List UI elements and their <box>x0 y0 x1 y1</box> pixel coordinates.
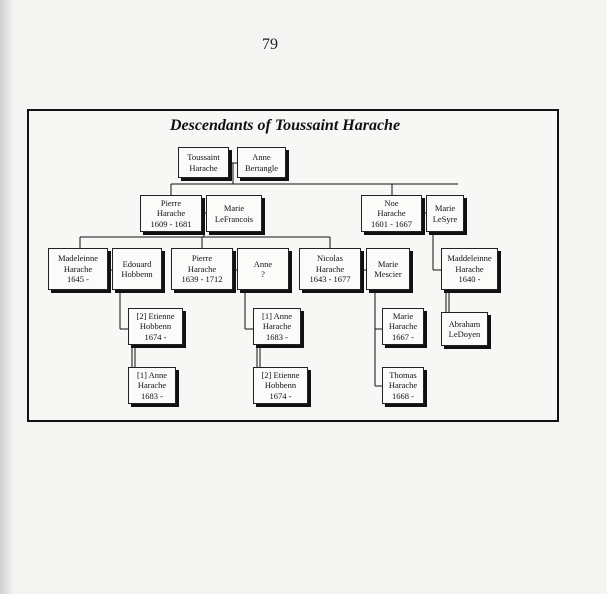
person-noe-harache: Noe Harache 1601 - 1667 <box>361 195 422 232</box>
person-toussaint-harache: Toussaint Harache <box>178 147 229 178</box>
person-anne-bertangle: Anne Bertangle <box>237 147 286 178</box>
person-marie-harache-1667: Marie Harache 1667 - <box>382 308 424 345</box>
person-maddeleinne-harache: Maddeleinne Harache 1640 - <box>441 248 498 290</box>
person-thomas-harache: Thomas Harache 1668 - <box>382 367 424 404</box>
person-edouard-hobbenn: Edouard Hobbenn <box>112 248 162 290</box>
person-pierre-harache-1609: Pierre Harache 1609 - 1681 <box>140 195 202 232</box>
person-etienne-hobbenn-spouse: [2] Etienne Hobbenn 1674 - <box>128 308 183 345</box>
person-etienne-hobbenn-1674: [2] Etienne Hobbenn 1674 - <box>253 367 308 404</box>
person-pierre-harache-1639: Pierre Harache 1639 - 1712 <box>171 248 233 290</box>
person-anne-unknown: Anne ? <box>237 248 289 290</box>
chart-title: Descendants of Toussaint Harache <box>169 117 401 134</box>
person-abraham-ledoyen: Abraham LeDoyen <box>441 312 488 346</box>
person-anne-harache-spouse: [1] Anne Harache 1683 - <box>253 308 301 345</box>
person-marie-lesyre: Marie LeSyre <box>426 195 464 232</box>
person-marie-lefrancois: Marie LeFrancois <box>206 195 262 232</box>
person-anne-harache-1683: [1] Anne Harache 1683 - <box>128 367 176 404</box>
page-number: 79 <box>262 36 278 53</box>
person-madeleinne-harache: Madeleinne Harache 1645 - <box>48 248 108 290</box>
person-nicolas-harache: Nicolas Harache 1643 - 1677 <box>299 248 361 290</box>
person-marie-mescier: Marie Mescier <box>366 248 410 290</box>
